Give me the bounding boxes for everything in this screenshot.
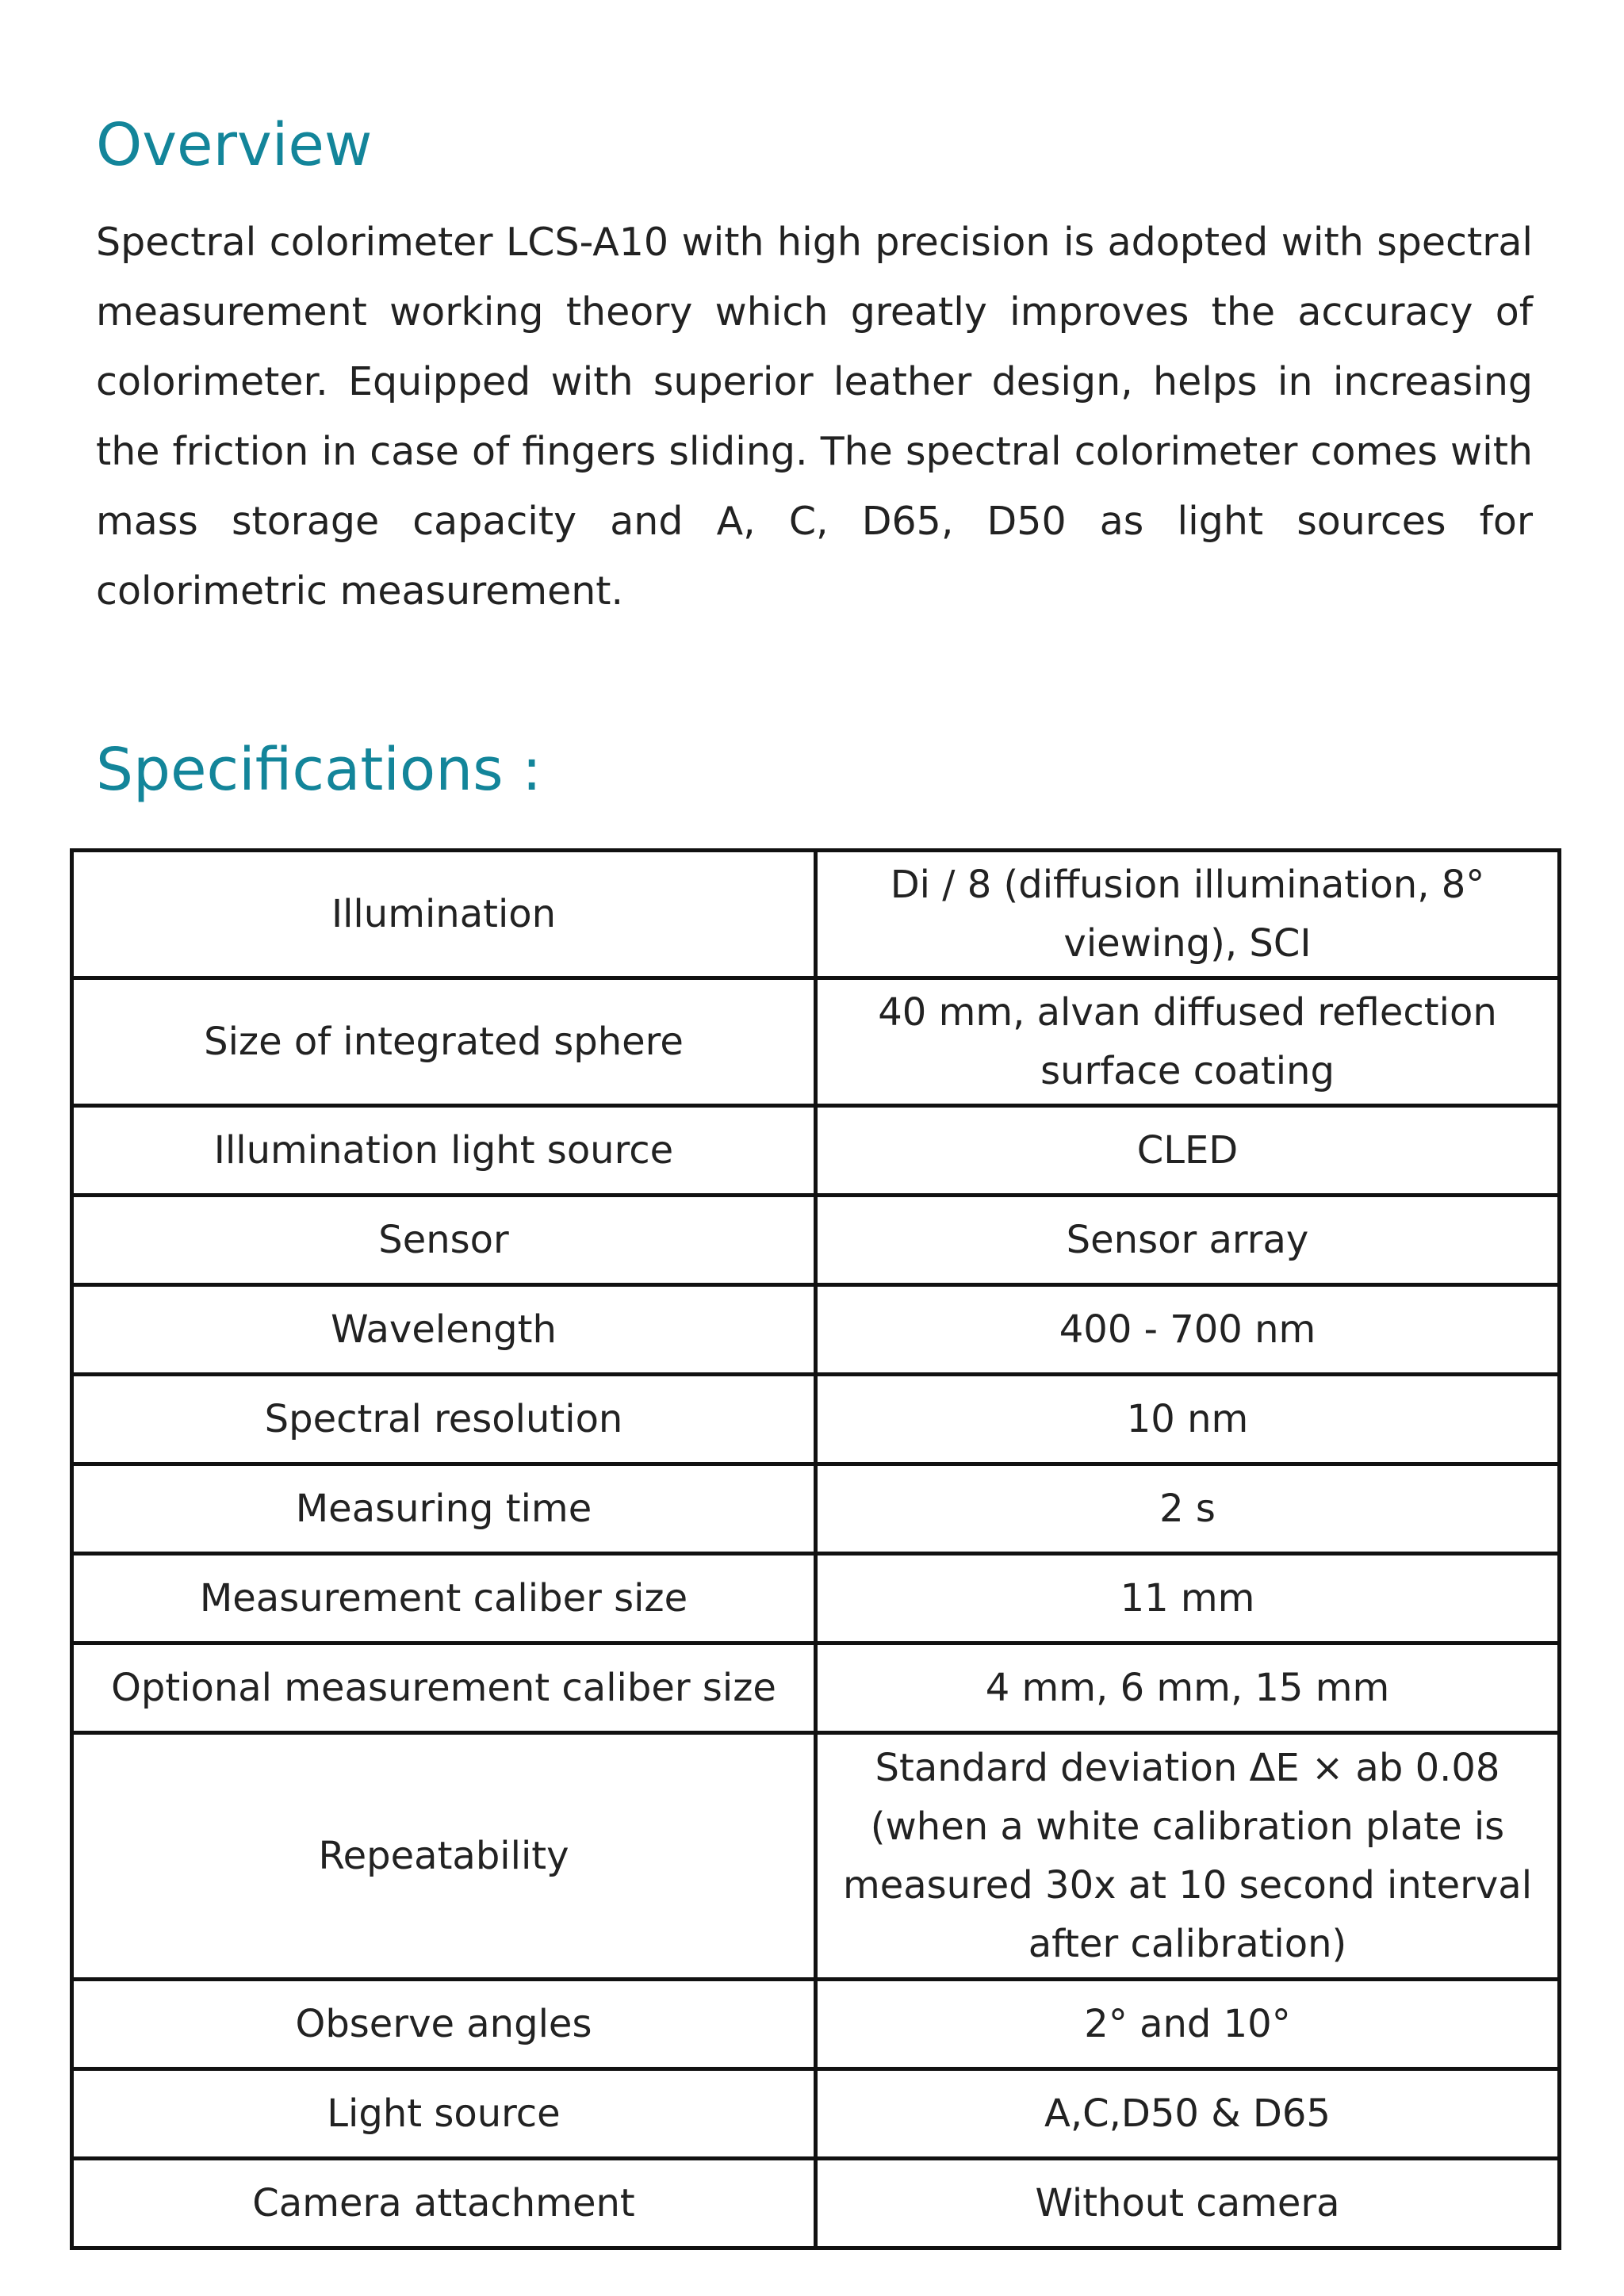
spec-row-caliber-size xyxy=(72,1554,1560,1644)
spec-label: Spectral resolution xyxy=(72,1375,816,1464)
spec-value: 11 mm xyxy=(816,1554,1560,1644)
spec-row-optional-caliber-size xyxy=(72,1644,1560,1733)
spec-label: Illumination light source xyxy=(72,1106,816,1196)
spec-label: Wavelength xyxy=(72,1285,816,1375)
spec-row-illumination-light-source xyxy=(72,1106,1560,1196)
spec-row-spectral-resolution xyxy=(72,1375,1560,1464)
spec-label: Illumination xyxy=(72,851,816,978)
spec-value: 2° and 10° xyxy=(816,1980,1560,2069)
spec-value: Di / 8 (diffusion illumination, 8° viewing), SCI xyxy=(816,851,1560,978)
spec-row-measuring-time xyxy=(72,1464,1560,1554)
spec-row-repeatability xyxy=(72,1733,1560,1980)
overview-heading: Overview xyxy=(96,111,373,179)
overview-paragraph: Spectral colorimeter LCS-A10 with high precision is adopted with spectral measurement working theory which greatly improves the accuracy of colorimeter. Equipped with superior leather design, helps in increasing the friction in case of fingers sliding. The spectral colorimeter comes with mass storage capacity and A, C, D65, D50 as light sources for colorimetric measurement. xyxy=(96,220,1533,614)
spec-value: 2 s xyxy=(816,1464,1560,1554)
spec-value: Sensor array xyxy=(816,1196,1560,1285)
spec-row-camera-attachment xyxy=(72,2159,1560,2248)
specifications-heading: Specifications : xyxy=(96,736,542,804)
spec-label: Measurement caliber size xyxy=(72,1554,816,1644)
spec-label: Observe angles xyxy=(72,1980,816,2069)
spec-value: 4 mm, 6 mm, 15 mm xyxy=(816,1644,1560,1733)
spec-value: 40 mm, alvan diffused reflection surface coating xyxy=(816,978,1560,1106)
spec-row-wavelength xyxy=(72,1285,1560,1375)
spec-value: 400 - 700 nm xyxy=(816,1285,1560,1375)
spec-value: 10 nm xyxy=(816,1375,1560,1464)
spec-value: A,C,D50 & D65 xyxy=(816,2069,1560,2159)
spec-value: Without camera xyxy=(816,2159,1560,2248)
spec-label: Camera attachment xyxy=(72,2159,816,2248)
spec-label: Light source xyxy=(72,2069,816,2159)
spec-value: Standard deviation ΔE × ab 0.08 (when a white calibration plate is measured 30x at 10 second interval after calibration) xyxy=(816,1733,1560,1980)
spec-label: Size of integrated sphere xyxy=(72,978,816,1106)
spec-label: Sensor xyxy=(72,1196,816,1285)
spec-value: CLED xyxy=(816,1106,1560,1196)
spec-row-sphere-size xyxy=(72,978,1560,1106)
spec-row-illumination xyxy=(72,851,1560,978)
spec-label: Measuring time xyxy=(72,1464,816,1554)
spec-label: Repeatability xyxy=(72,1733,816,1980)
spec-row-light-source xyxy=(72,2069,1560,2159)
spec-label: Optional measurement caliber size xyxy=(72,1644,816,1733)
spec-row-observe-angles xyxy=(72,1980,1560,2069)
spec-row-sensor xyxy=(72,1196,1560,1285)
specifications-table xyxy=(70,848,1561,2250)
